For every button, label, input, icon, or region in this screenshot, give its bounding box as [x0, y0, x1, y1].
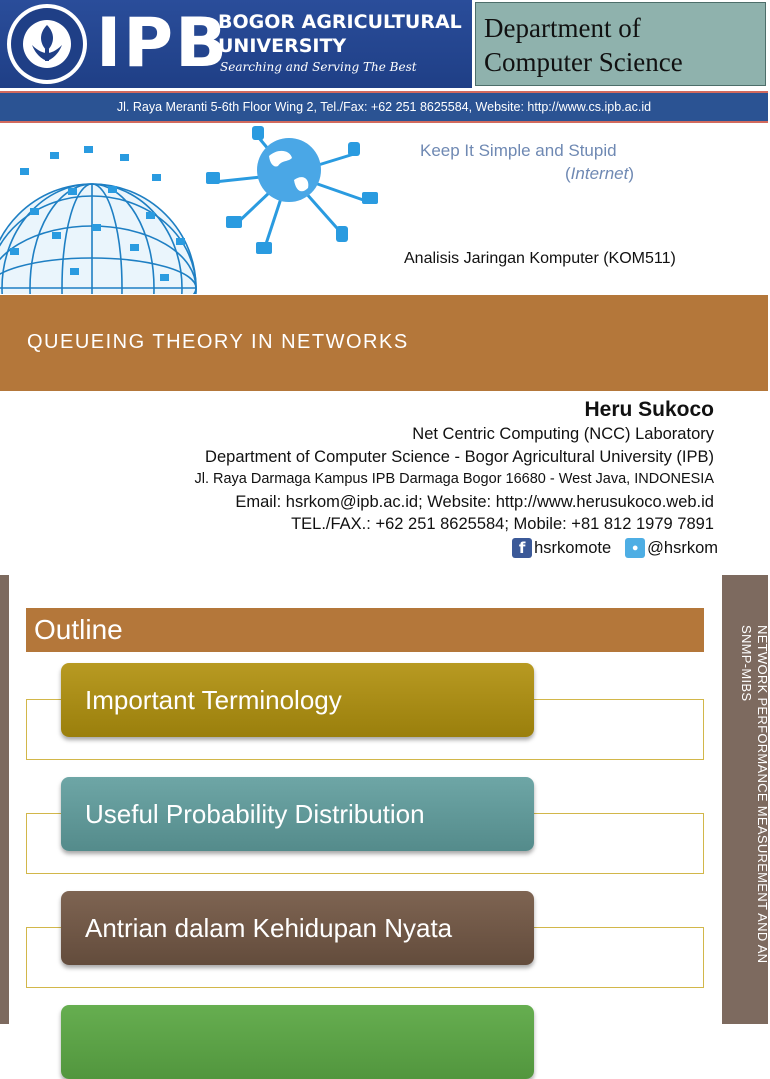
facebook-handle: hsrkomote	[534, 538, 612, 557]
motto-line2	[565, 164, 634, 184]
twitter-icon: ●	[625, 538, 645, 558]
globe-network-icon	[0, 128, 200, 294]
university-seal-icon	[6, 3, 88, 85]
motto-line1: Keep It Simple and Stupid	[420, 141, 617, 160]
right-side-strip	[722, 575, 768, 1024]
address-bar	[0, 91, 768, 123]
university-tagline: Searching and Serving The Best	[220, 60, 417, 74]
computer-network-icon	[194, 124, 384, 266]
author-email-website: Email: hsrkom@ipb.ac.id; Website: http://www.herusukoco.web.id	[235, 492, 714, 511]
outline-item-important-terminology[interactable]: Important Terminology	[61, 663, 534, 737]
author-lab: Net Centric Computing (NCC) Laboratory	[412, 425, 714, 443]
department-name	[484, 11, 683, 79]
author-name: Heru Sukoco	[584, 398, 714, 421]
side-label	[730, 625, 770, 963]
ipb-logo-letters: IPB	[96, 4, 229, 83]
department-box	[475, 2, 766, 86]
department-address: Jl. Raya Meranti 5-6th Floor Wing 2, Tel./Fax: +62 251 8625584, Website: http://www.cs.ipb.ac.id	[116, 100, 652, 114]
side-label-line2: SNMP-MIBS	[739, 625, 754, 702]
department-line1: Department of	[484, 13, 641, 43]
motto-paren-close: )	[628, 164, 634, 183]
author-info	[194, 396, 714, 536]
title-band	[0, 295, 768, 391]
side-label-line1: NETWORK PERFORMANCE MEASUREMENT AND AN	[755, 625, 770, 964]
author-department: Department of Computer Science - Bogor Agricultural University (IPB)	[205, 447, 714, 466]
motto-paren-open: (	[565, 164, 571, 183]
motto-internet-word: Internet	[570, 164, 629, 183]
outline-slide	[0, 575, 768, 1024]
course-name: Analisis Jaringan Komputer (KOM511)	[404, 250, 676, 267]
university-name-line2: UNIVERSITY	[218, 35, 347, 57]
presentation-title: QUEUEING THEORY IN NETWORKS	[27, 331, 409, 353]
outline-item-probability-distribution[interactable]: Useful Probability Distribution	[61, 777, 534, 851]
outline-title-bar	[26, 608, 704, 652]
author-phone: TEL./FAX.: +62 251 8625584; Mobile: +81 812 1979 7891	[291, 515, 714, 533]
department-line2: Computer Science	[484, 47, 683, 77]
author-address: Jl. Raya Darmaga Kampus IPB Darmaga Bogor 16680 - West Java, INDONESIA	[194, 471, 714, 487]
social-links	[512, 538, 718, 558]
university-name	[218, 10, 462, 58]
university-header	[0, 0, 472, 88]
university-name-line1: BOGOR AGRICULTURAL	[218, 11, 462, 33]
outline-title: Outline	[34, 614, 123, 645]
twitter-handle: @hsrkom	[647, 538, 718, 557]
left-accent-strip	[0, 575, 9, 1024]
facebook-icon: f	[512, 538, 532, 558]
outline-item-antrian-kehidupan-nyata[interactable]: Antrian dalam Kehidupan Nyata	[61, 891, 534, 965]
outline-item-next[interactable]	[61, 1005, 534, 1079]
